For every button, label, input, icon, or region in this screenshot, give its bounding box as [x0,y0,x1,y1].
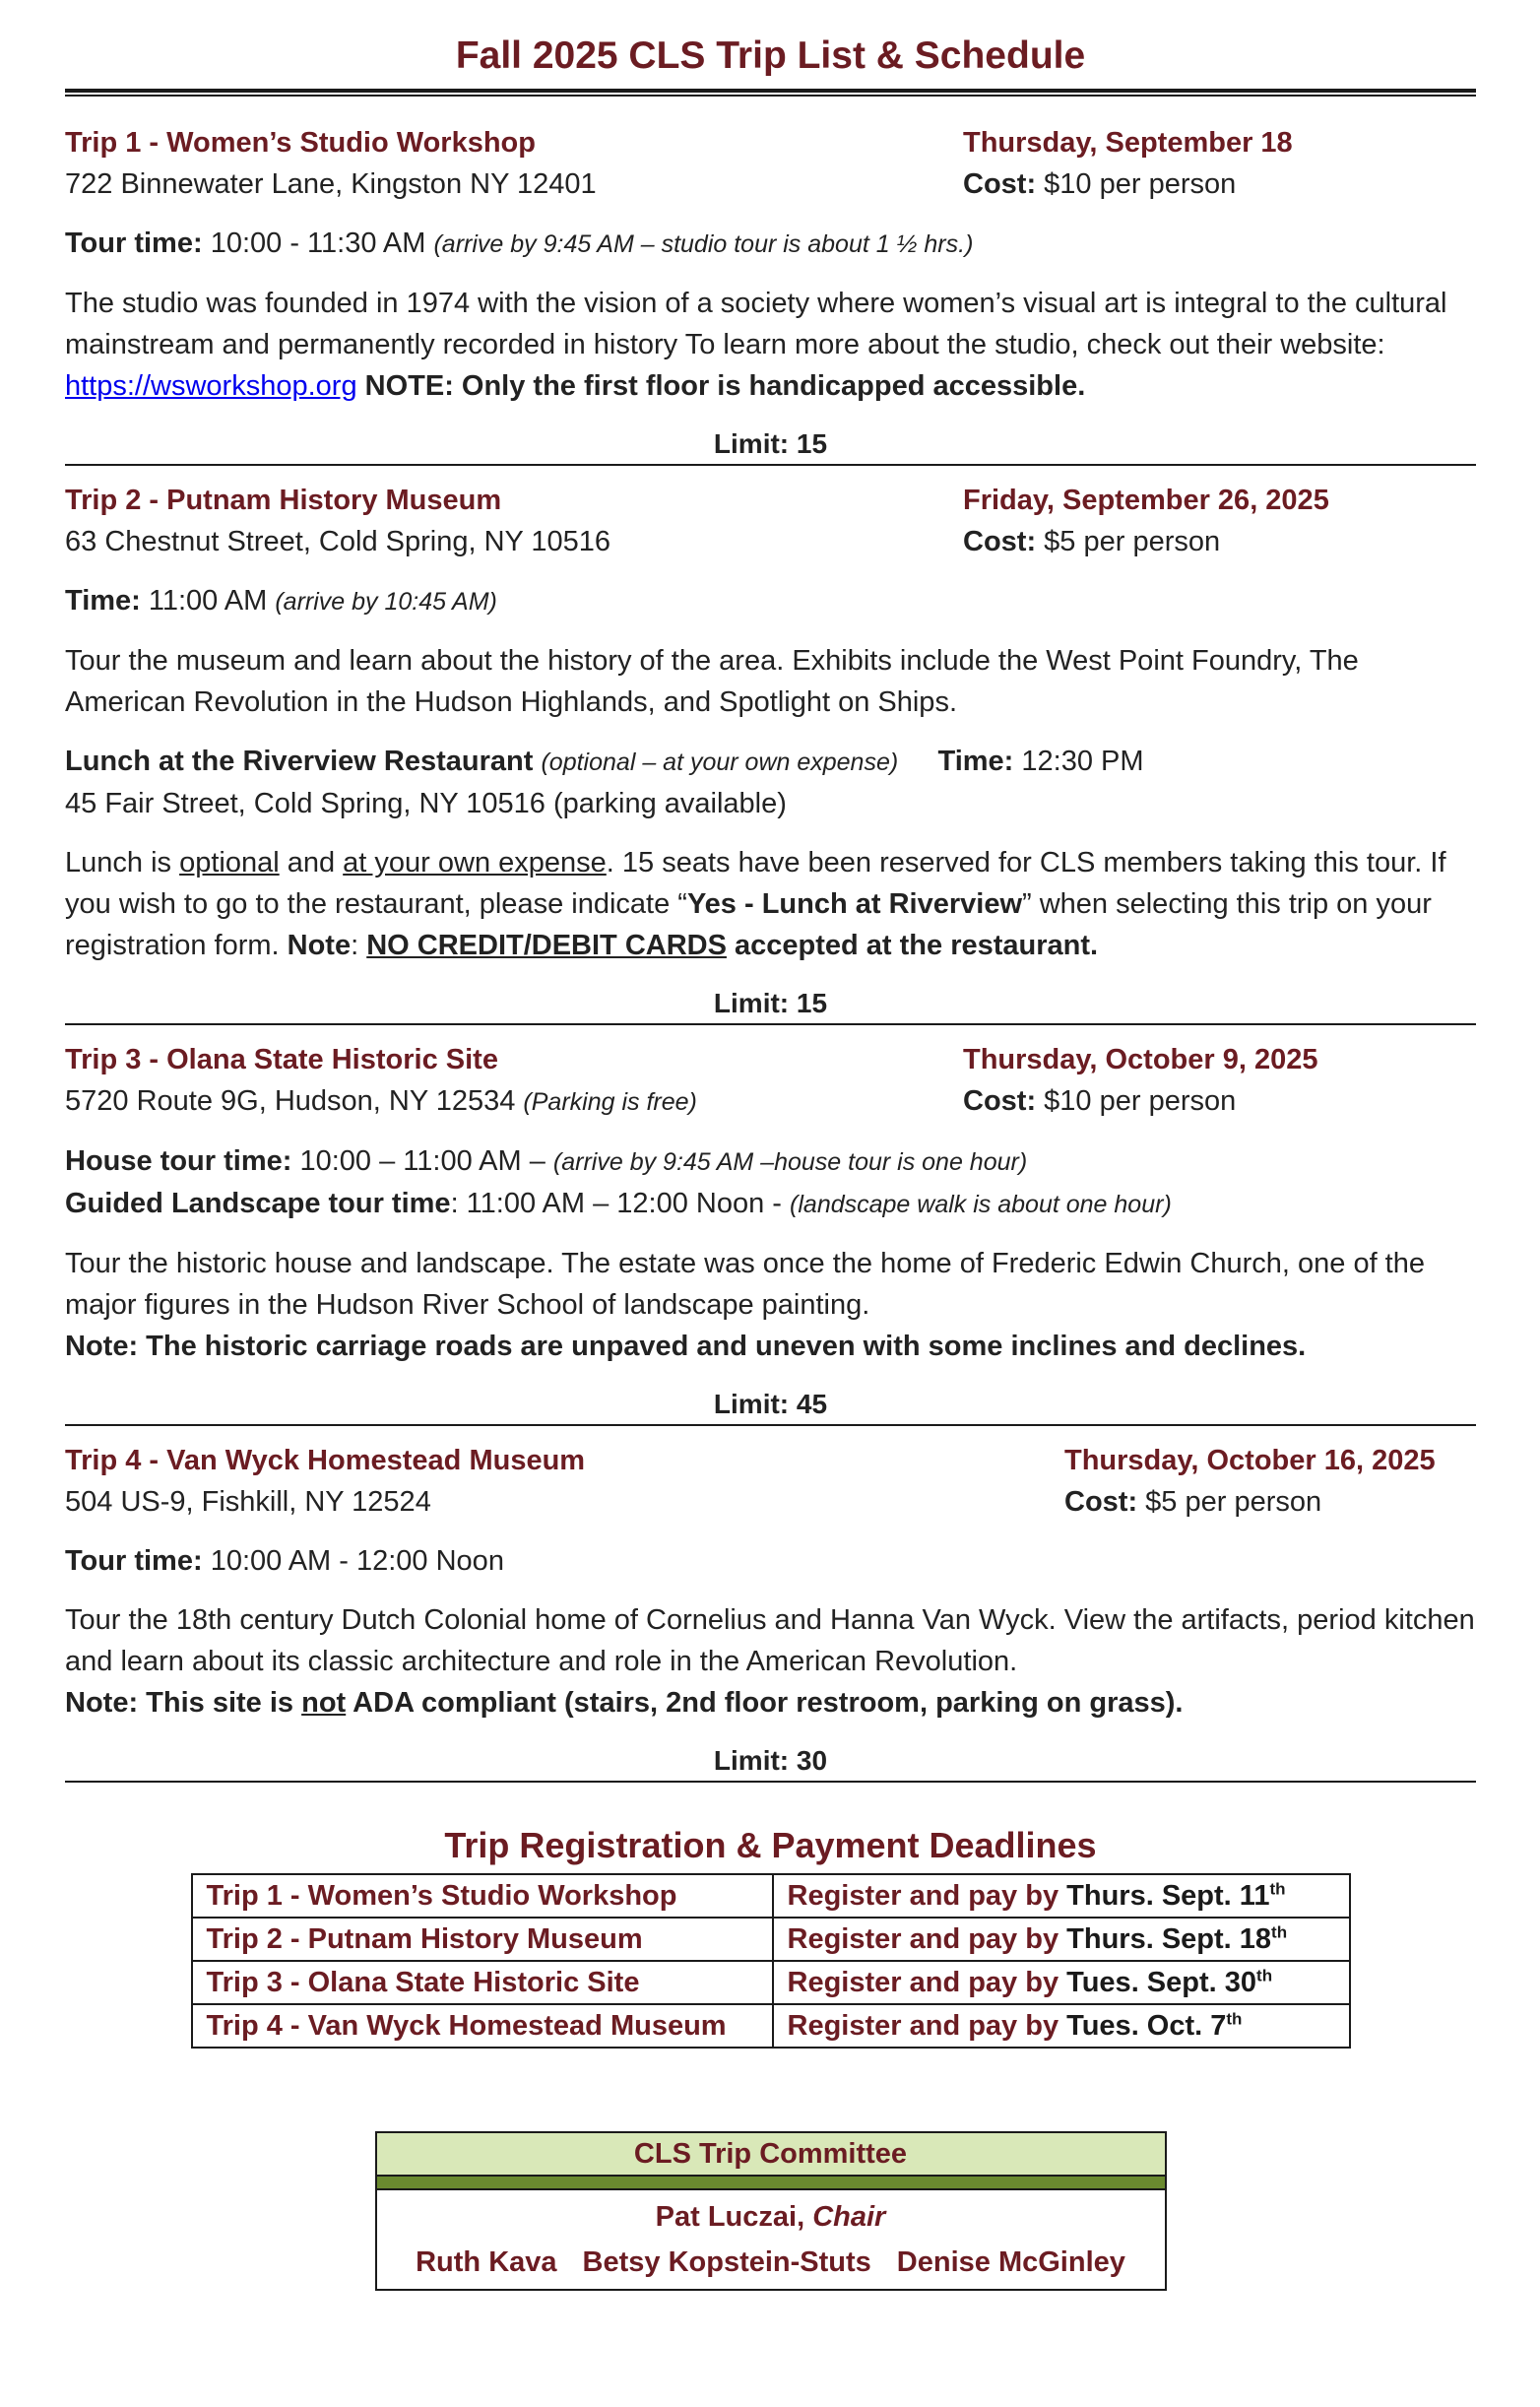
trip-1-website-link[interactable]: https://wsworkshop.org [65,370,357,402]
trip-4 [65,1426,1476,1783]
registration-trip-4: Trip 4 - Van Wyck Homestead Museum [192,2004,773,2048]
trip-1-address: 722 Binnewater Lane, Kingston NY 12401 [65,168,597,200]
trip-4-name: Trip 4 - Van Wyck Homestead Museum [65,1445,586,1476]
trip-4-cost-label: Cost: [1064,1486,1138,1518]
trip-1-cost-label: Cost: [963,168,1037,200]
trip-3-cost-value: $10 per person [1044,1085,1237,1117]
trip-1-name: Trip 1 - Women’s Studio Workshop [65,127,536,159]
trip-3-house-time: House tour time: 10:00 – 11:00 AM – (arrive by 9:45 AM –house tour is one hour) [65,1145,1028,1177]
trip-3-note: Note: The historic carriage roads are unpaved and uneven with some inclines and declines. [65,1331,1307,1362]
trip-2-time: Time: 11:00 AM (arrive by 10:45 AM) [65,585,497,617]
trip-4-cost-value: $5 per person [1145,1486,1322,1518]
trip-1-description: The studio was founded in 1974 with the vision of a society where women’s visual art is integral to the cultural mainstream and permanently recorded in history To learn more about the studio, check out their website: https://wsworkshop.org NOTE: Only the first floor is handicapped accessible. [65,288,1447,402]
trip-4-limit: Limit: 30 [713,1745,828,1776]
trip-1-date: Thursday, September 18 [963,127,1293,159]
trip-2-name: Trip 2 - Putnam History Museum [65,485,502,516]
trip-2-limit: Limit: 15 [713,988,828,1018]
trip-2-cost-value: $5 per person [1044,526,1221,557]
registration-deadline-2: Register and pay by Thurs. Sept. 18th [773,1918,1350,1961]
registration-title: Trip Registration & Payment Deadlines [444,1825,1097,1865]
committee-title: CLS Trip Committee [377,2133,1165,2177]
trip-2-lunch: Lunch at the Riverview Restaurant (optional – at your own expense) Time: 12:30 PM [65,746,1144,777]
table-row [192,1961,1350,2004]
title-divider [65,89,1476,93]
trip-3-name: Trip 3 - Olana State Historic Site [65,1044,498,1075]
registration-deadline-3: Register and pay by Tues. Sept. 30th [773,1961,1350,2004]
page-title: Fall 2025 CLS Trip List & Schedule [455,34,1086,77]
registration-table [191,1873,1351,2049]
table-row [192,1918,1350,1961]
trip-2-lunch-details: Lunch is optional and at your own expense. 15 seats have been reserved for CLS members taking this tour. If you wish to go to the restaurant, please indicate “Yes - Lunch at Riverview” when selecting this trip on your registration form. Note: NO CREDIT/DEBIT CARDS accepted at the restaurant. [65,847,1446,961]
trip-4-divider [65,1781,1476,1783]
trip-3-cost-label: Cost: [963,1085,1037,1117]
trip-2-description: Tour the museum and learn about the history of the area. Exhibits include the West Point Foundry, The American Revolution in the Hudson Highlands, and Spotlight on Ships. [65,645,1359,718]
trip-4-note: Note: This site is not ADA compliant (stairs, 2nd floor restroom, parking on grass). [65,1687,1184,1719]
trip-4-date: Thursday, October 16, 2025 [1064,1445,1436,1476]
trip-2-address: 63 Chestnut Street, Cold Spring, NY 10516 [65,526,611,557]
table-row [192,1874,1350,1918]
table-row [192,2004,1350,2048]
document-page [65,30,1476,2291]
trip-3 [65,1025,1476,1426]
trip-2 [65,466,1476,1025]
trip-4-address: 504 US-9, Fishkill, NY 12524 [65,1486,431,1518]
trip-4-description: Tour the 18th century Dutch Colonial home of Cornelius and Hanna Van Wyck. View the artifacts, period kitchen and learn about its classic architecture and role in the American Revolution. [65,1604,1475,1677]
committee-chair: Pat Luczai, Chair [655,2201,886,2233]
trip-1-time: Tour time: 10:00 - 11:30 AM (arrive by 9:45 AM – studio tour is about 1 ½ hrs.) [65,228,974,259]
trip-1-limit: Limit: 15 [713,428,828,459]
trip-3-limit: Limit: 45 [713,1389,828,1419]
committee-member: Betsy Kopstein-Stuts [582,2246,871,2278]
trip-3-guided-time: Guided Landscape tour time: 11:00 AM – 12:00 Noon - (landscape walk is about one hour) [65,1188,1172,1219]
trip-2-date: Friday, September 26, 2025 [963,485,1329,516]
registration-deadline-4: Register and pay by Tues. Oct. 7th [773,2004,1350,2048]
trip-3-parking-note: (Parking is free) [523,1088,697,1116]
trip-3-date: Thursday, October 9, 2025 [963,1044,1318,1075]
trip-1-cost-value: $10 per person [1044,168,1237,200]
trip-3-description: Tour the historic house and landscape. The estate was once the home of Frederic Edwin Church, one of the major figures in the Hudson River School of landscape painting. [65,1248,1425,1321]
trip-1-access-note: NOTE: Only the first floor is handicapped accessible. [364,370,1086,402]
trip-4-time: Tour time: 10:00 AM - 12:00 Noon [65,1545,504,1577]
trip-2-cost-label: Cost: [963,526,1037,557]
registration-trip-2: Trip 2 - Putnam History Museum [192,1918,773,1961]
committee-member: Ruth Kava [416,2246,557,2278]
registration-deadline-1: Register and pay by Thurs. Sept. 11th [773,1874,1350,1918]
trip-3-address: 5720 Route 9G, Hudson, NY 12534 [65,1085,516,1117]
committee-box [375,2131,1167,2291]
committee-members [377,2240,1165,2285]
committee-bar [377,2177,1165,2190]
trip-2-lunch-address: 45 Fair Street, Cold Spring, NY 10516 (parking available) [65,788,787,819]
trip-1 [65,97,1476,466]
committee-member: Denise McGinley [896,2246,1125,2278]
registration-trip-3: Trip 3 - Olana State Historic Site [192,1961,773,2004]
registration-trip-1: Trip 1 - Women’s Studio Workshop [192,1874,773,1918]
